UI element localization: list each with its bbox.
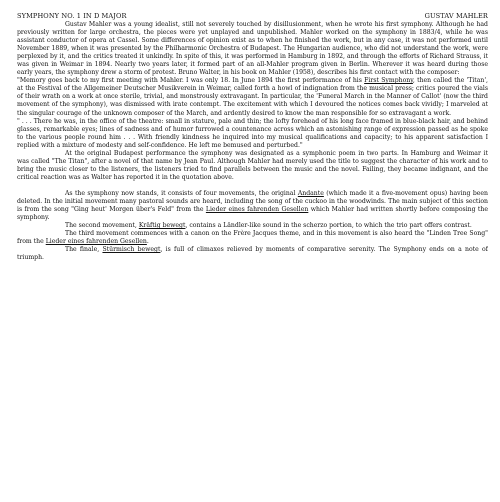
paragraph-text: The third movement commences with a canon on the Frère Jacques theme, and in this movement is also heard the "Linden Tree Song" from the [17,230,488,246]
paragraph-finale [17,246,488,262]
header-work-title: SYMPHONY NO. 1 IN D MAJOR [17,12,127,20]
program-note-page [17,12,488,492]
underlined-title: Stürmisch bewegt [102,246,161,254]
paragraph-text: , then called the 'Titan', at the Festival of the Allgemeiner Deutscher Musikverein in Weimar, called forth a howl of indignation from the musical press; critics poured the vials of their wrath on a work at once sterile, trivial, and monstrously extravagant. In particular, the 'Funeral March in the Manner of Callot' (now the third movement of the symphony), was dismissed with irate contempt. The excitement with which I devoured the notices comes back vividly; I marveled at the singular courage of the unknown composer of the March, and ardently desired to know the man responsible for so extravagant a work. [17,77,488,117]
paragraph-third-movement [17,230,488,246]
paragraph-second-movement [17,222,488,230]
page-header [17,12,488,21]
paragraph-text: As the symphony now stands, it consists of four movements, the original [65,189,298,197]
paragraph-text: which Mahler had written shortly before composing the symphony. [17,206,488,222]
paragraph-text: The second movement, [65,222,139,230]
underlined-title: Andante [297,189,324,197]
paragraph-text: . [146,238,149,246]
paragraph-text: " . . . There he was, in the office of the theatre: small in stature, pale and thin; the lofty forehead of his long face framed in blue-black hair, and behind glasses, remarkable eyes; lines of sadness and of humor furrowed a countenance across which an astonishing range of expression passed as he spoke to the various people round him . . . With friendly kindness he inquired into my musical qualifications and capacity; to his apparent satisfaction I replied with a mixture of modesty and self-confidence. He left me bemused and perturbed." [17,117,488,149]
paragraph-budapest-performance [17,150,488,182]
paragraph-text: The finale, [65,246,103,254]
paragraph-text: At the original Budapest performance the symphony was designated as a symphonic poem in two parts. In Hamburg and Weimar it was called "The Titan", after a novel of that name by Jean Paul. Although Mahler had merely used the title to suggest the character of his work and to bring the music closer to the listeners, the listeners tried to find parallels between the music and the novel. Failing, they became indignant, and the critical reaction was as Walter has reported it in the quotation above. [17,149,488,181]
paragraph-text: Gustav Mahler was a young idealist, still not severely touched by disillusionment, when he wrote his first symphony. Although he had previously written for large orchestra, the pieces were yet unplayed and unpublished. Mahler worked on the symphony in 1883/4, while he was assistant conductor of opera at Cassel. Some differences of opinion exist as to when he finished the work, but in any case, it was not performed until November 1889, when it was presented by the Philharmonic Orchestra of Budapest. The Hungarian audience, who did not understand the work, were perplexed by it, and the critics treated it unkindly. In spite of this, it was performed in Hamburg in 1892, and through the efforts of Richard Strauss, it was given in Weimar in 1894. Nearly two years later, it formed part of an all-Mahler program given in Berlin. Wherever it was heard during those early years, the symphony drew a storm of protest. Bruno Walter, in his book on Mahler (1958), describes his first contact with the composer: [17,21,488,77]
paragraph-text: , is full of climaxes relieved by moments of comparative serenity. The Symphony ends on a note of triumph. [17,246,488,262]
paragraph-walter-quote-1 [17,77,488,117]
paragraph-first-movement [17,190,488,222]
paragraph-walter-quote-2 [17,118,488,150]
underlined-title: Kräftig bewegt [138,222,186,230]
underlined-title: Lieder eines fahrenden Gesellen [45,238,147,246]
paragraph-text: (which made it a five-movement opus) having been deleted. In the initial movement many pastoral sounds are heard, including the song of the cuckoo in the woodwinds. The main subject of this section is from the song "Ging heut' Morgen über's Feld" from the [17,189,488,214]
paragraph-text: "Memory goes back to my first meeting with Mahler. I was only 18. In June 1894 the first performance of his [17,77,365,85]
header-composer: GUSTAV MAHLER [424,12,488,20]
paragraph-intro [17,21,488,77]
underlined-title: First Symphony [364,77,413,85]
paragraph-text: , contains a Ländler-like sound in the scherzo portion, to which the trio part offers contrast. [185,222,472,230]
underlined-title: Lieder eines fahrenden Gesellen [205,206,309,214]
